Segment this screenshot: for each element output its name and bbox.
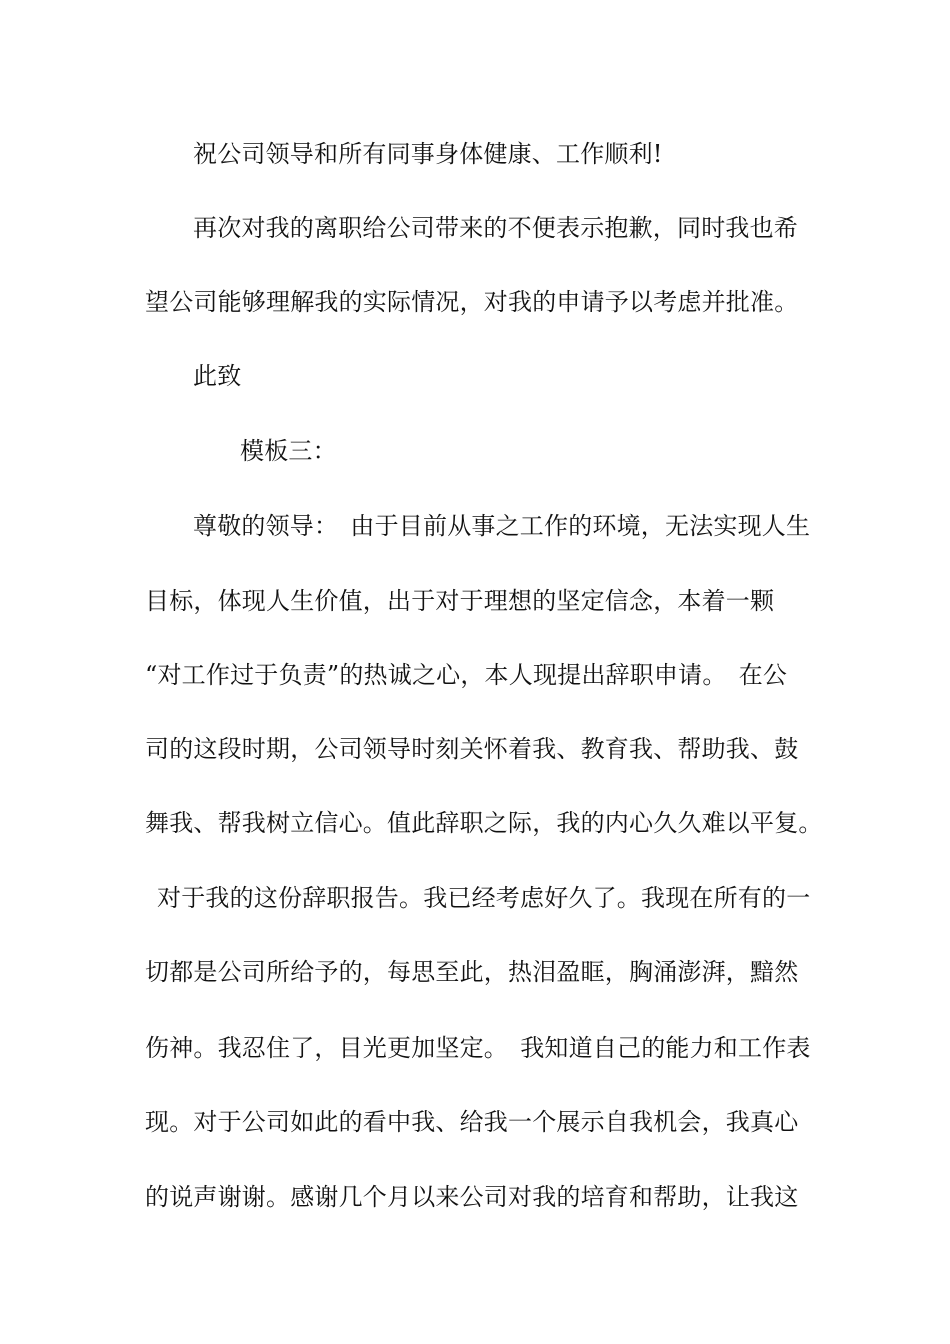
paragraph-line: 司的这段时期，公司领导时刻关怀着我、教育我、帮助我、鼓	[145, 735, 799, 763]
paragraph-line: 的说声谢谢。感谢几个月以来公司对我的培育和帮助，让我这	[145, 1183, 799, 1211]
section-heading: 模板三：	[240, 437, 337, 465]
paragraph-line: 尊敬的领导： 由于目前从事之工作的环境，无法实现人生	[193, 512, 811, 540]
paragraph-line: 目标，体现人生价值，出于对于理想的坚定信念，本着一颗	[145, 587, 775, 615]
paragraph-line: 现。对于公司如此的看中我、给我一个展示自我机会，我真心	[145, 1108, 799, 1136]
salutation-line: 此致	[193, 362, 242, 390]
paragraph-line: 舞我、帮我树立信心。值此辞职之际，我的内心久久难以平复。	[145, 809, 823, 837]
paragraph-line: 望公司能够理解我的实际情况，对我的申请予以考虑并批准。	[145, 288, 799, 316]
paragraph-line: 再次对我的离职给公司带来的不便表示抱歉，同时我也希	[193, 214, 798, 242]
paragraph-line: 切都是公司所给予的，每思至此，热泪盈眶，胸涌澎湃，黯然	[145, 958, 799, 986]
paragraph-line: 对于我的这份辞职报告。我已经考虑好久了。我现在所有的一	[157, 884, 811, 912]
paragraph-line: 祝公司领导和所有同事身体健康、工作顺利!	[193, 140, 663, 168]
paragraph-line: 伤神。我忍住了，目光更加坚定。 我知道自己的能力和工作表	[145, 1034, 811, 1062]
paragraph-line: “对工作过于负责”的热诚之心，本人现提出辞职申请。 在公	[145, 661, 788, 689]
